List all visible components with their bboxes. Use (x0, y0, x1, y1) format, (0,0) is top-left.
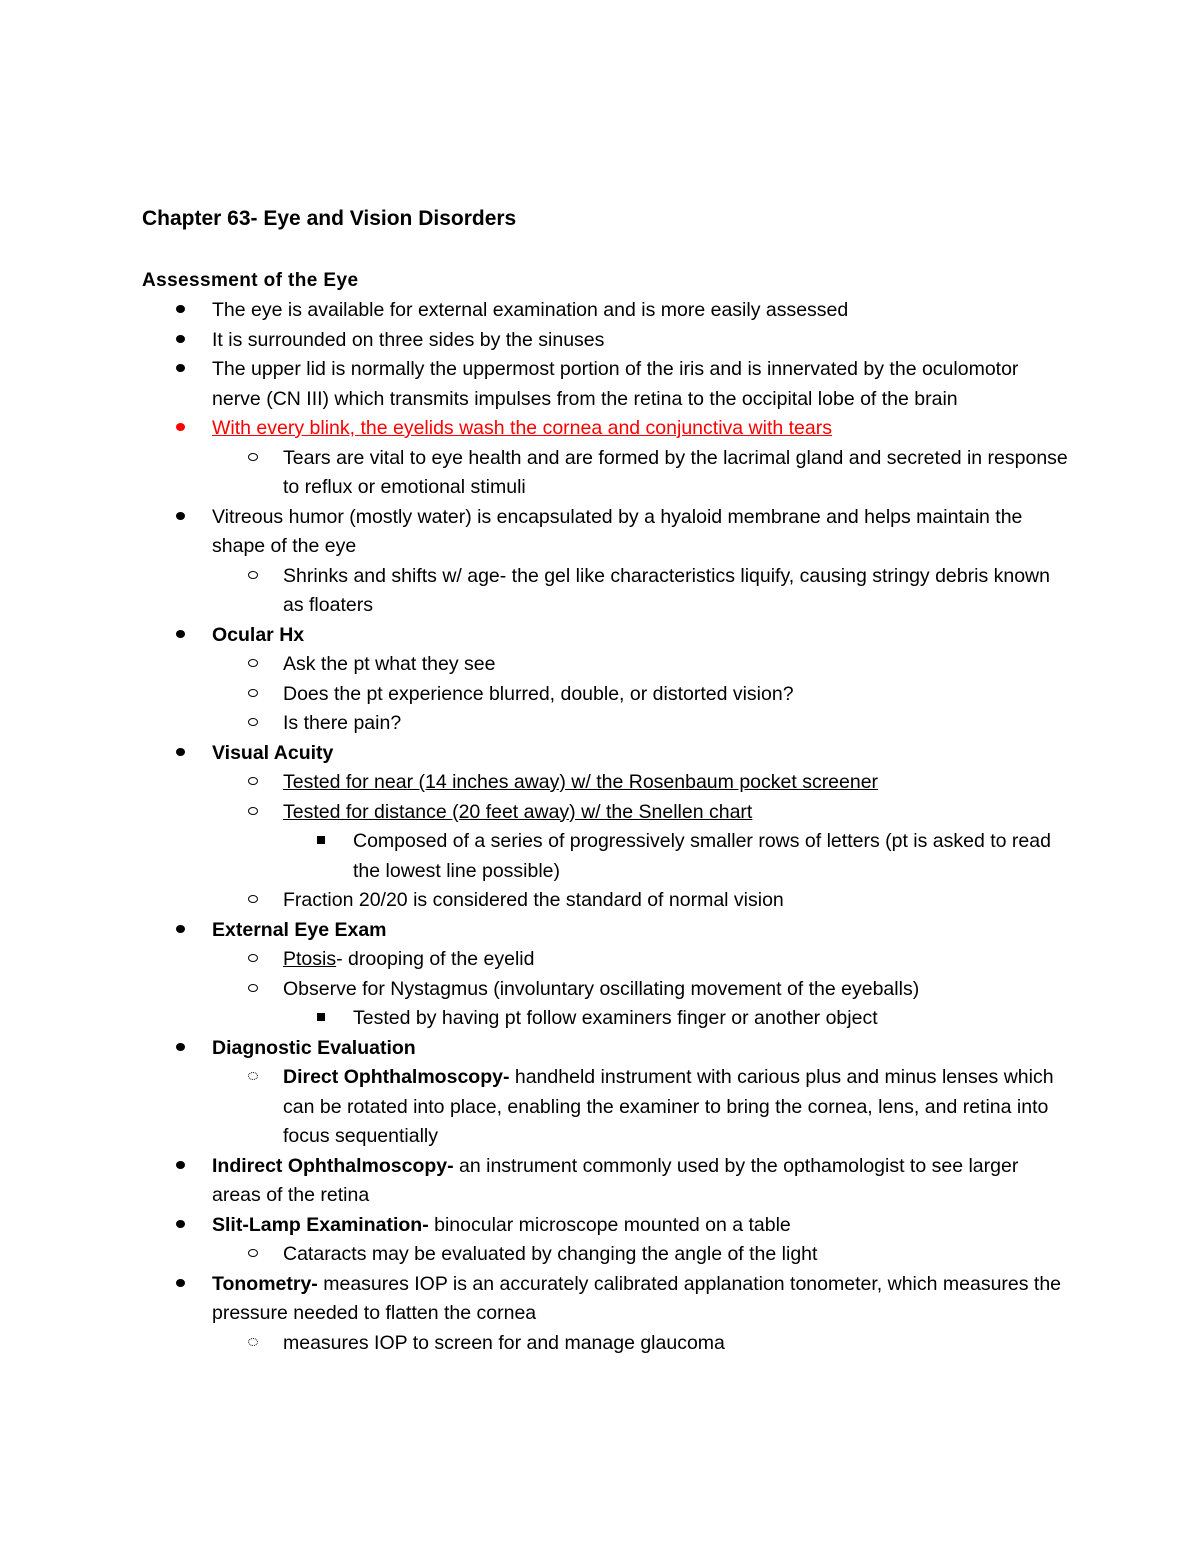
sub-list-item: Direct Ophthalmoscopy- handheld instrument with carious plus and minus lenses which can be rotated into place, enabling the examiner to bring the cornea, lens, and retina into focus sequentially (142, 1063, 1072, 1152)
bullet-disc-icon (176, 739, 185, 769)
list-item: Indirect Ophthalmoscopy- an instrument commonly used by the opthamologist to see larger areas of the retina (142, 1152, 1072, 1211)
bullet-circle-icon (248, 1240, 258, 1270)
list-item: It is surrounded on three sides by the sinuses (142, 326, 1072, 356)
bullet-disc-icon (176, 621, 185, 651)
list-item-ocular-hx: Ocular Hx (142, 621, 1072, 651)
sub-sub-list-item: Composed of a series of progressively smaller rows of letters (pt is asked to read the lowest line possible) (142, 827, 1072, 886)
sub-sub-list-item: Tested by having pt follow examiners finger or another object (142, 1004, 1072, 1034)
bullet-disc-icon (176, 296, 185, 326)
bullet-dotted-circle-icon (248, 1329, 258, 1359)
bullet-circle-icon (248, 945, 258, 975)
bullet-circle-icon (248, 768, 258, 798)
bullet-disc-icon (176, 355, 185, 385)
bullet-circle-icon (248, 798, 258, 828)
bullet-disc-icon (176, 414, 185, 444)
list-item-visual-acuity: Visual Acuity (142, 739, 1072, 769)
bullet-disc-icon (176, 1211, 185, 1241)
bullet-dotted-circle-icon (248, 1063, 258, 1093)
highlighted-text: With every blink, the eyelids wash the cornea and conjunctiva with tears (212, 417, 832, 439)
page-title: Chapter 63- Eye and Vision Disorders (142, 207, 517, 230)
bullet-circle-icon (248, 886, 258, 916)
sub-list-item: Cataracts may be evaluated by changing the angle of the light (142, 1240, 1072, 1270)
sub-list-item: Fraction 20/20 is considered the standard of normal vision (142, 886, 1072, 916)
bullet-circle-icon (248, 562, 258, 592)
sub-list-item: Tested for distance (20 feet away) w/ the Snellen chart (142, 798, 1072, 828)
list-item-highlighted (142, 414, 1072, 444)
list-item-diagnostic: Diagnostic Evaluation (142, 1034, 1072, 1064)
list-item: The eye is available for external examination and is more easily assessed (142, 296, 1072, 326)
sub-list-item: Ptosis- drooping of the eyelid (142, 945, 1072, 975)
sub-list-item: Shrinks and shifts w/ age- the gel like characteristics liquify, causing stringy debris known as floaters (142, 562, 1072, 621)
list-item-external-exam: External Eye Exam (142, 916, 1072, 946)
bullet-disc-icon (176, 1034, 185, 1064)
section-heading: Assessment of the Eye (142, 270, 359, 291)
bullet-circle-icon (248, 650, 258, 680)
sub-list-item: Tears are vital to eye health and are formed by the lacrimal gland and secreted in response to reflux or emotional stimuli (142, 444, 1072, 503)
bullet-disc-icon (176, 326, 185, 356)
sub-list-item: Is there pain? (142, 709, 1072, 739)
bullet-disc-icon (176, 503, 185, 533)
sub-list-item: measures IOP to screen for and manage glaucoma (142, 1329, 1072, 1359)
bullet-square-icon (317, 1004, 325, 1034)
sub-list-item: Does the pt experience blurred, double, or distorted vision? (142, 680, 1072, 710)
list-item: Slit-Lamp Examination- binocular microscope mounted on a table (142, 1211, 1072, 1241)
sub-list-item: Observe for Nystagmus (involuntary oscillating movement of the eyeballs) (142, 975, 1072, 1005)
bullet-circle-icon (248, 680, 258, 710)
bullet-disc-icon (176, 1270, 185, 1300)
list-item: Vitreous humor (mostly water) is encapsulated by a hyaloid membrane and helps maintain the shape of the eye (142, 503, 1072, 562)
list-item: The upper lid is normally the uppermost portion of the iris and is innervated by the oculomotor nerve (CN III) which transmits impulses from the retina to the occipital lobe of the brain (142, 355, 1072, 414)
list-item: Tonometry- measures IOP is an accurately calibrated applanation tonometer, which measures the pressure needed to flatten the cornea (142, 1270, 1072, 1329)
bullet-circle-icon (248, 975, 258, 1005)
bullet-circle-icon (248, 709, 258, 739)
sub-list-item: Ask the pt what they see (142, 650, 1072, 680)
notes-list (142, 296, 1072, 1358)
bullet-circle-icon (248, 444, 258, 474)
bullet-disc-icon (176, 916, 185, 946)
bullet-square-icon (317, 827, 325, 857)
sub-list-item: Tested for near (14 inches away) w/ the Rosenbaum pocket screener (142, 768, 1072, 798)
bullet-disc-icon (176, 1152, 185, 1182)
